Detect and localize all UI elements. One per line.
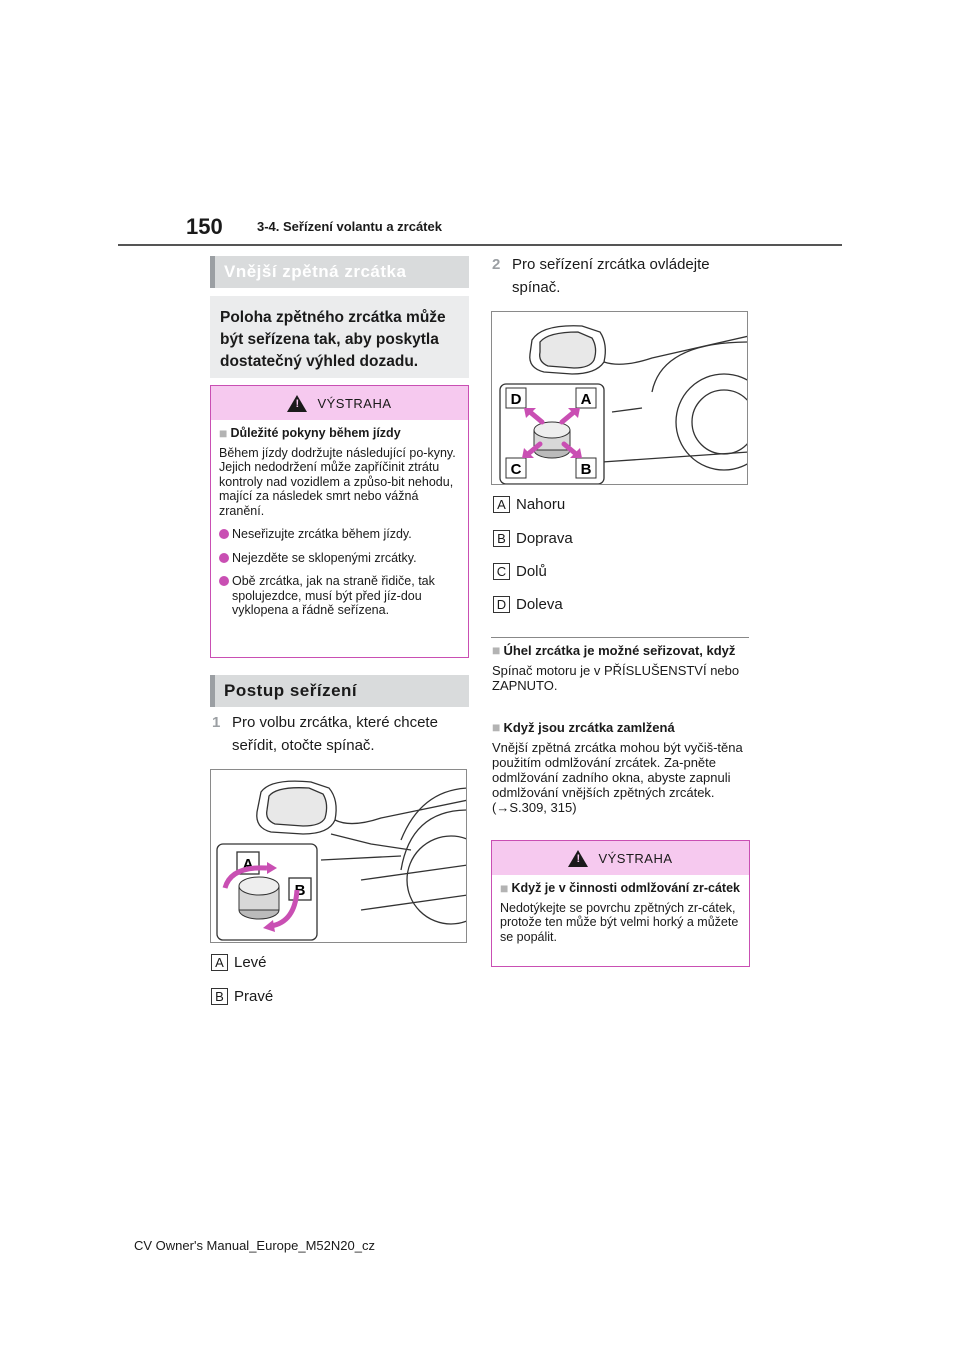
warning-box (210, 385, 469, 658)
warning-header (492, 841, 749, 875)
step-text: Pro volbu zrcátka, které chcete seřídit, otočte spínač. (232, 714, 438, 754)
square-bullet-icon: ■ (492, 719, 501, 735)
notes-divider (491, 637, 749, 638)
fig2-label-c: C (510, 461, 522, 478)
heading-bar (210, 256, 215, 288)
intro-box (210, 296, 469, 378)
warning-text: Nedotýkejte se povrchu zpětných zr-cátek, protože ten může být velmi horký a můžete se popálit. (500, 900, 739, 944)
fig2-label-b: B (580, 461, 592, 478)
note-title: ■ Když jsou zrcátka zamlžená (492, 719, 675, 735)
figure-mirror-select (210, 769, 467, 943)
warning-box-defog (491, 840, 750, 967)
dot-bullet-icon (219, 576, 229, 586)
fig1-label-a: A (242, 856, 254, 873)
warning-title: ■ Když je v činnosti odmlžování zr-cátek (500, 880, 740, 896)
legend-label: Pravé (234, 988, 274, 1005)
warning-label: VÝSTRAHA (598, 850, 673, 866)
legend-key: C (493, 563, 510, 580)
warning-header (211, 386, 468, 420)
section-reference: 3-4. Seřízení volantu a zrcátek (257, 219, 442, 234)
note-mirror-fog (492, 720, 748, 815)
mirror-adjust-illustration (492, 312, 748, 485)
note-text: Spínač motoru je v PŘÍSLUŠENSTVÍ nebo ZAPNUTO. (492, 663, 740, 693)
square-bullet-icon: ■ (219, 425, 228, 441)
legend-label: Doprava (516, 530, 573, 547)
legend-item (493, 530, 573, 547)
fig1-label-b: B (294, 882, 306, 899)
warning-label: VÝSTRAHA (317, 395, 392, 411)
legend-item (493, 596, 563, 613)
warning-icon: ! (287, 395, 307, 412)
dot-bullet-icon (219, 529, 229, 539)
procedure-heading (210, 675, 469, 707)
legend-item (211, 988, 273, 1005)
warning-text: Během jízdy dodržujte následující po-kyny. Jejich nedodržení může zapříčinit ztrátu kontroly nad vozidlem a způso-bit nehodu, mající za následek smrt nebo vážná zranění. (219, 445, 456, 518)
fig2-label-a: A (580, 391, 592, 408)
note-text: Vnější zpětná zrcátka mohou být vyčiš-těna použitím odmlžování zrcátek. Za-pněte odmlžování zadního okna, abyste zapnuli odmlžování vnějších zpětných zrcátek. (→S.309, 315) (492, 740, 743, 815)
legend-label: Doleva (516, 596, 563, 613)
section-heading (210, 256, 469, 288)
warning-bullet: Obě zrcátka, jak na straně řidiče, tak spolujezdce, musí být před jíz-dou vyklopena a řádně seřízena. (219, 574, 460, 618)
footer-text: CV Owner's Manual_Europe_M52N20_cz (134, 1238, 375, 1253)
section-title: Vnější zpětná zrcátka (224, 262, 407, 281)
legend-key: B (211, 988, 228, 1005)
procedure-title: Postup seřízení (224, 681, 358, 700)
warning-icon: ! (568, 850, 588, 867)
figure-mirror-adjust (491, 311, 748, 485)
warning-bullet: Neseřizujte zrcátka během jízdy. (219, 527, 460, 542)
heading-bar (210, 675, 215, 707)
legend-label: Dolů (516, 563, 547, 580)
fig2-label-d: D (510, 391, 522, 408)
legend-item (493, 496, 565, 513)
legend-item (493, 563, 547, 580)
legend-key: A (493, 496, 510, 513)
header-rule (118, 244, 842, 246)
note-title: ■ Úhel zrcátka je možné seřizovat, když (492, 642, 736, 658)
legend-label: Nahoru (516, 496, 566, 513)
warning-title: ■ Důležité pokyny během jízdy (219, 425, 401, 441)
note-mirror-angle (492, 643, 748, 693)
legend-key: A (211, 954, 228, 971)
square-bullet-icon: ■ (500, 880, 509, 896)
step-number: 2 (492, 256, 501, 273)
step-text: Pro seřízení zrcátka ovládejte spínač. (512, 256, 710, 296)
warning-bullet: Nejezděte se sklopenými zrcátky. (219, 551, 460, 566)
step-2 (492, 253, 750, 299)
intro-text: Poloha zpětného zrcátka může být seřízena tak, aby poskytla dostatečný výhled dozadu. (220, 309, 446, 370)
page-number: 150 (186, 214, 223, 239)
square-bullet-icon: ■ (492, 642, 501, 658)
legend-key: B (493, 530, 510, 547)
mirror-select-illustration (211, 770, 467, 943)
step-number: 1 (212, 714, 221, 731)
step-1 (212, 711, 472, 757)
legend-label: Levé (234, 954, 267, 971)
dot-bullet-icon (219, 553, 229, 563)
legend-key: D (493, 596, 510, 613)
legend-item (211, 954, 267, 971)
